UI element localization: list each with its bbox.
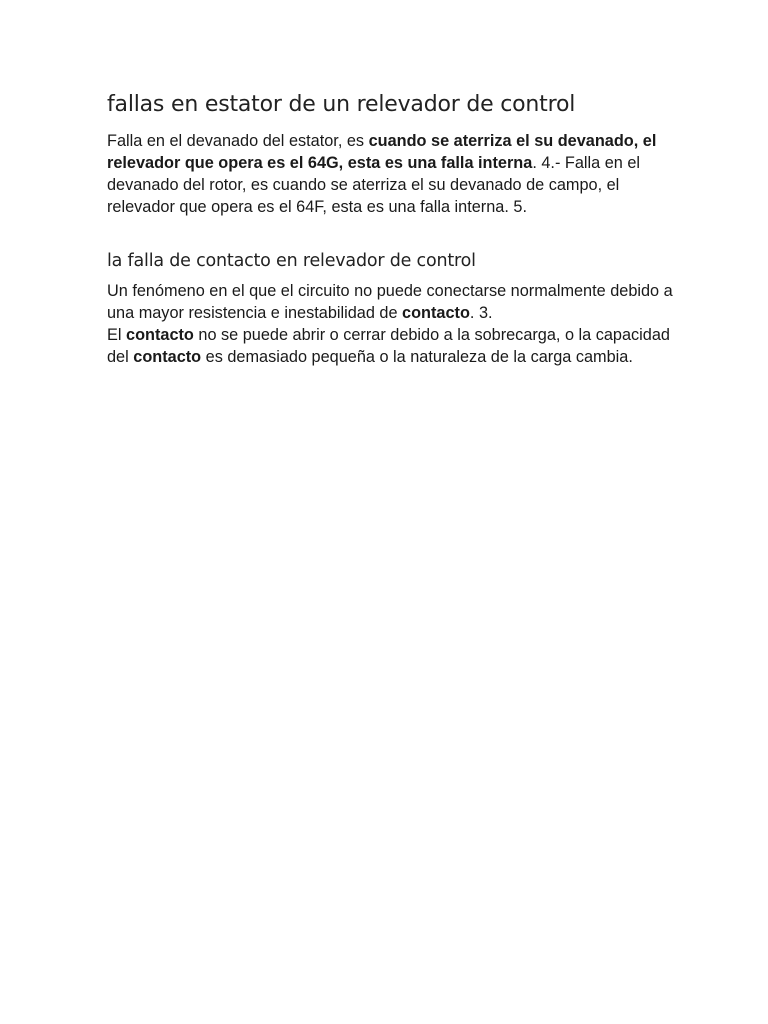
document-page — [107, 88, 677, 368]
stator-faults-paragraph — [107, 130, 677, 218]
contact-text-1: Un fenómeno en el que el circuito no puede conectarse normalmente debido a una mayor resistencia e inestabilidad de — [107, 282, 673, 322]
contact-text-4: no se puede abrir o cerrar debido a la sobrecarga, o la capacidad del — [107, 326, 670, 366]
contact-text-bold-1: contacto — [402, 304, 470, 322]
contact-faults-paragraph — [107, 280, 677, 368]
stator-text-bold: cuando se aterriza el su devanado, el relevador que opera es el 64G, esta es una falla interna — [107, 132, 657, 172]
contact-text-bold-2: contacto — [126, 326, 194, 344]
stator-text-2: . 4.- Falla en el devanado del rotor, es cuando se aterriza el su devanado de campo, el relevador que opera es el 64F, esta es una falla interna. 5. — [107, 154, 641, 216]
contact-text-5: es demasiado pequeña o la naturaleza de la carga cambia. — [201, 348, 633, 366]
contact-text-3: El — [107, 326, 127, 344]
contact-text-2: . 3. — [469, 304, 493, 322]
section-title-contact-faults: la falla de contacto en relevador de control — [107, 251, 476, 271]
contact-text-bold-3: contacto — [133, 348, 202, 366]
section-title-stator-faults: fallas en estator de un relevador de control — [107, 92, 576, 117]
stator-text-1: Falla en el devanado del estator, es — [107, 132, 369, 150]
